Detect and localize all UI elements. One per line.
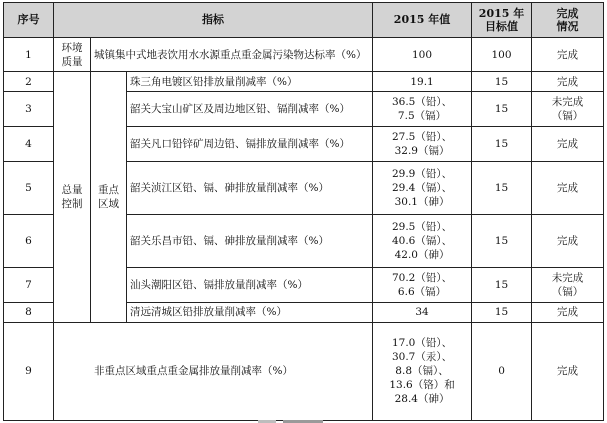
row-indicator: 非重点区域重点重金属排放量削减率（%） — [54, 322, 373, 420]
row-target: 15 — [472, 92, 532, 127]
row-no: 1 — [4, 38, 54, 72]
row-indicator: 珠三角电镀区铅排放量削减率（%） — [127, 72, 373, 92]
row-target: 15 — [472, 302, 532, 322]
row-status: 未完成 （镉） — [532, 92, 604, 127]
table-row — [4, 322, 604, 420]
row-indicator: 韶关浈江区铅、镉、砷排放量削减率（%） — [127, 162, 373, 215]
row-no: 3 — [4, 92, 54, 127]
row-no: 8 — [4, 302, 54, 322]
row-status: 完成 — [532, 127, 604, 162]
row-target: 15 — [472, 215, 532, 267]
row-value: 29.5（铅）、 40.6（镉）、 42.0（砷） — [373, 215, 472, 267]
header-value-2015: 2015 年值 — [373, 3, 472, 38]
row-status: 完成 — [532, 162, 604, 215]
row-value: 17.0（铅）、 30.7（汞）、 8.8（镉）、 13.6（铬）和 28.4（砷） — [373, 322, 472, 420]
row-indicator: 韶关凡口铅锌矿周边铅、镉排放量削减率（%） — [127, 127, 373, 162]
row-status: 完成 — [532, 38, 604, 72]
row-status: 未完成 （镉） — [532, 267, 604, 302]
row-no: 5 — [4, 162, 54, 215]
row-indicator: 清远清城区铅排放量削减率（%） — [127, 302, 373, 322]
header-no: 序号 — [4, 3, 54, 38]
row-status: 完成 — [532, 215, 604, 267]
row-no: 4 — [4, 127, 54, 162]
group-total-control: 总量 控制 — [54, 72, 91, 323]
row-value: 27.5（铅）、 32.9（镉） — [373, 127, 472, 162]
header-target-2015: 2015 年 目标值 — [472, 3, 532, 38]
row-target: 15 — [472, 267, 532, 302]
row-status: 完成 — [532, 302, 604, 322]
row-no: 7 — [4, 267, 54, 302]
row-status: 完成 — [532, 72, 604, 92]
row-value: 36.5（铅）、 7.5（镉） — [373, 92, 472, 127]
row-indicator: 城镇集中式地表饮用水水源重点重金属污染物达标率（%） — [91, 38, 373, 72]
row-value: 100 — [373, 38, 472, 72]
group-key-area: 重点 区域 — [91, 72, 127, 323]
row-indicator: 韶关大宝山矿区及周边地区铅、镉削减率（%） — [127, 92, 373, 127]
row-no: 2 — [4, 72, 54, 92]
header-indicator: 指标 — [54, 3, 373, 38]
row-value: 19.1 — [373, 72, 472, 92]
row-value: 29.9（铅）、 29.4（镉）、 30.1（砷） — [373, 162, 472, 215]
row-value: 34 — [373, 302, 472, 322]
row-target: 15 — [472, 72, 532, 92]
row-target: 15 — [472, 162, 532, 215]
group-env-quality: 环境 质量 — [54, 38, 91, 72]
header-status: 完成 情况 — [532, 3, 604, 38]
row-target: 100 — [472, 38, 532, 72]
row-status: 完成 — [532, 322, 604, 420]
row-no: 6 — [4, 215, 54, 267]
indicator-table — [3, 2, 604, 421]
row-indicator: 韶关乐昌市铅、镉、砷排放量削减率（%） — [127, 215, 373, 267]
row-target: 15 — [472, 127, 532, 162]
header-row — [4, 3, 604, 38]
row-no: 9 — [4, 322, 54, 420]
table-row — [4, 72, 604, 92]
row-value: 70.2（铅）、 6.6（镉） — [373, 267, 472, 302]
row-target: 0 — [472, 322, 532, 420]
table-row — [4, 38, 604, 72]
row-indicator: 汕头潮阳区铅、镉排放量削减率（%） — [127, 267, 373, 302]
